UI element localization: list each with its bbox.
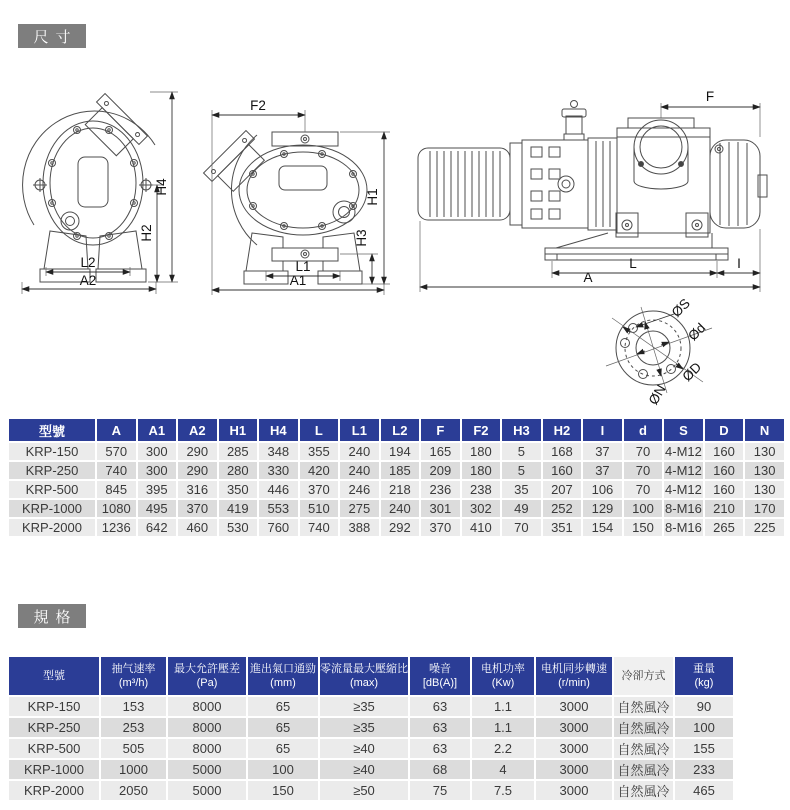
- value-cell: 410: [462, 519, 501, 536]
- value-cell: 290: [178, 443, 217, 460]
- drawings-area: [0, 85, 790, 418]
- value-cell: 370: [178, 500, 217, 517]
- section-header-dimensions: 尺寸: [18, 24, 86, 48]
- column-header: 最大允許壓差 (Pa): [168, 657, 246, 695]
- dimension-table-body: [9, 443, 784, 536]
- dim-label-l1: L1: [295, 259, 311, 274]
- dim-label-h2: H2: [139, 224, 154, 242]
- value-cell: 3000: [536, 697, 612, 716]
- value-cell: 370: [300, 481, 339, 498]
- column-header: d: [624, 419, 663, 441]
- column-header: A: [97, 419, 136, 441]
- column-header: F: [421, 419, 460, 441]
- value-cell: 3000: [536, 718, 612, 737]
- column-header: 冷卻方式: [614, 657, 673, 695]
- value-cell: 100: [624, 500, 663, 517]
- column-header: L1: [340, 419, 379, 441]
- pump-front-view-drawing: [23, 94, 155, 282]
- value-cell: 845: [97, 481, 136, 498]
- value-cell: 285: [219, 443, 258, 460]
- value-cell: 302: [462, 500, 501, 517]
- value-cell: 49: [502, 500, 541, 517]
- value-cell: 209: [421, 462, 460, 479]
- value-cell: 8-M16: [665, 520, 702, 535]
- value-cell: 154: [583, 519, 622, 536]
- value-cell: 3000: [536, 781, 612, 800]
- table-row: [9, 781, 733, 800]
- value-cell: 37: [583, 462, 622, 479]
- value-cell: 37: [583, 443, 622, 460]
- dim-label-f2: F2: [250, 98, 266, 113]
- value-cell: 348: [259, 443, 298, 460]
- value-cell: 4: [472, 760, 534, 779]
- value-cell: 420: [300, 462, 339, 479]
- value-cell: 63: [410, 718, 470, 737]
- value-cell: 130: [745, 462, 784, 479]
- value-cell: 2050: [101, 781, 166, 800]
- value-cell: 70: [502, 519, 541, 536]
- column-header: 型號: [9, 419, 95, 441]
- value-cell: 240: [340, 462, 379, 479]
- value-cell: 530: [219, 519, 258, 536]
- column-header: 电机同步轉速 (r/min): [536, 657, 612, 695]
- technical-drawings: [0, 85, 790, 418]
- table-row: [9, 760, 733, 779]
- value-cell: ≥35: [320, 718, 408, 737]
- value-cell: 63: [410, 739, 470, 758]
- column-header: 型號: [9, 657, 99, 695]
- pump-inlet-view-drawing: [204, 131, 367, 284]
- value-cell: 7.5: [472, 781, 534, 800]
- value-cell: 1.1: [472, 718, 534, 737]
- value-cell: 65: [248, 739, 318, 758]
- dimension-table: [7, 417, 786, 538]
- value-cell: 168: [543, 443, 582, 460]
- column-header: 电机功率 (Kw): [472, 657, 534, 695]
- value-cell: 3000: [536, 739, 612, 758]
- dim-label-i: I: [737, 256, 741, 271]
- value-cell: 740: [300, 519, 339, 536]
- column-header: I: [583, 419, 622, 441]
- value-cell: 65: [248, 697, 318, 716]
- column-header: A2: [178, 419, 217, 441]
- value-cell: 210: [705, 500, 744, 517]
- value-cell: 355: [300, 443, 339, 460]
- value-cell: 185: [381, 462, 420, 479]
- model-cell: KRP-2000: [9, 781, 99, 800]
- value-cell: 68: [410, 760, 470, 779]
- dim-label-dia-d-inner: Ød: [685, 320, 709, 344]
- value-cell: 5: [502, 462, 541, 479]
- dim-label-h1: H1: [365, 188, 380, 206]
- model-cell: KRP-500: [9, 739, 99, 758]
- value-cell: 236: [421, 481, 460, 498]
- model-cell: KRP-250: [9, 718, 99, 737]
- value-cell: 75: [410, 781, 470, 800]
- value-cell: 395: [138, 481, 177, 498]
- value-cell: 553: [259, 500, 298, 517]
- value-cell: 160: [705, 443, 744, 460]
- value-cell: 252: [543, 500, 582, 517]
- dim-label-a: A: [583, 270, 593, 285]
- value-cell: 419: [219, 500, 258, 517]
- table-row: [9, 718, 733, 737]
- table-row: [9, 500, 784, 517]
- value-cell: 465: [675, 781, 733, 800]
- value-cell: 100: [248, 760, 318, 779]
- value-cell: 446: [259, 481, 298, 498]
- value-cell: 自然風冷: [614, 760, 673, 779]
- model-cell: KRP-1000: [9, 760, 99, 779]
- value-cell: 240: [340, 443, 379, 460]
- value-cell: 5000: [168, 781, 246, 800]
- value-cell: 155: [675, 739, 733, 758]
- value-cell: 292: [381, 519, 420, 536]
- value-cell: 180: [462, 462, 501, 479]
- table-row: [9, 443, 784, 460]
- value-cell: 510: [300, 500, 339, 517]
- column-header: D: [705, 419, 744, 441]
- column-header: 進出氣口通勁 (mm): [248, 657, 318, 695]
- value-cell: 740: [97, 462, 136, 479]
- column-header: L2: [381, 419, 420, 441]
- dim-label-a1: A1: [289, 273, 307, 288]
- value-cell: 90: [675, 697, 733, 716]
- dim-label-l2: L2: [80, 255, 96, 270]
- value-cell: 65: [248, 718, 318, 737]
- dim-label-l: L: [629, 256, 637, 271]
- model-cell: KRP-1000: [9, 500, 95, 517]
- value-cell: 1000: [101, 760, 166, 779]
- value-cell: 760: [259, 519, 298, 536]
- value-cell: 自然風冷: [614, 697, 673, 716]
- value-cell: ≥40: [320, 760, 408, 779]
- dim-label-f: F: [705, 89, 715, 104]
- column-header: S: [664, 419, 703, 441]
- value-cell: ≥35: [320, 697, 408, 716]
- value-cell: 301: [421, 500, 460, 517]
- side-view-dimension-lines: [420, 103, 760, 292]
- value-cell: 100: [675, 718, 733, 737]
- value-cell: 35: [502, 481, 541, 498]
- value-cell: ≥40: [320, 739, 408, 758]
- value-cell: 265: [705, 519, 744, 536]
- value-cell: 4-M12: [665, 444, 702, 459]
- value-cell: 300: [138, 443, 177, 460]
- model-cell: KRP-150: [9, 443, 95, 460]
- value-cell: 370: [421, 519, 460, 536]
- section-header-specifications: 規格: [18, 604, 86, 628]
- value-cell: 160: [543, 462, 582, 479]
- column-header: L: [300, 419, 339, 441]
- value-cell: 300: [138, 462, 177, 479]
- value-cell: 280: [219, 462, 258, 479]
- dim-label-dia-d-outer: ØD: [679, 359, 705, 385]
- value-cell: 1.1: [472, 697, 534, 716]
- value-cell: 63: [410, 697, 470, 716]
- value-cell: 4-M12: [665, 482, 702, 497]
- value-cell: 70: [624, 443, 663, 460]
- dim-label-h4: H4: [154, 178, 169, 196]
- value-cell: 218: [381, 481, 420, 498]
- value-cell: 2.2: [472, 739, 534, 758]
- value-cell: 253: [101, 718, 166, 737]
- value-cell: 275: [340, 500, 379, 517]
- value-cell: 1080: [97, 500, 136, 517]
- column-header: A1: [138, 419, 177, 441]
- dim-label-a2: A2: [79, 273, 97, 288]
- value-cell: 160: [705, 462, 744, 479]
- value-cell: 240: [381, 500, 420, 517]
- column-header: H2: [543, 419, 582, 441]
- value-cell: 130: [745, 443, 784, 460]
- value-cell: 70: [624, 481, 663, 498]
- value-cell: 165: [421, 443, 460, 460]
- model-cell: KRP-150: [9, 697, 99, 716]
- value-cell: 180: [462, 443, 501, 460]
- model-cell: KRP-250: [9, 462, 95, 479]
- value-cell: 570: [97, 443, 136, 460]
- value-cell: 238: [462, 481, 501, 498]
- table-row: [9, 481, 784, 498]
- table-row: [9, 697, 733, 716]
- table-row: [9, 519, 784, 536]
- value-cell: 160: [705, 481, 744, 498]
- dim-label-dia-s: ØS: [668, 295, 694, 321]
- value-cell: 8000: [168, 718, 246, 737]
- column-header: 重量 (kg): [675, 657, 733, 695]
- dimension-table-header-row: [9, 419, 784, 441]
- value-cell: 460: [178, 519, 217, 536]
- column-header: H4: [259, 419, 298, 441]
- value-cell: 自然風冷: [614, 718, 673, 737]
- value-cell: 106: [583, 481, 622, 498]
- value-cell: 4-M12: [665, 463, 702, 478]
- value-cell: 5000: [168, 760, 246, 779]
- value-cell: 129: [583, 500, 622, 517]
- value-cell: 150: [248, 781, 318, 800]
- value-cell: 351: [543, 519, 582, 536]
- specification-table-header-row: [9, 657, 733, 695]
- value-cell: 388: [340, 519, 379, 536]
- value-cell: 316: [178, 481, 217, 498]
- value-cell: 70: [624, 462, 663, 479]
- value-cell: 350: [219, 481, 258, 498]
- value-cell: 642: [138, 519, 177, 536]
- value-cell: 290: [178, 462, 217, 479]
- value-cell: 8-M16: [665, 501, 702, 516]
- value-cell: 130: [745, 481, 784, 498]
- value-cell: 1236: [97, 519, 136, 536]
- pump-side-view-drawing: [418, 101, 767, 261]
- column-header: F2: [462, 419, 501, 441]
- table-row: [9, 462, 784, 479]
- value-cell: 233: [675, 760, 733, 779]
- value-cell: 153: [101, 697, 166, 716]
- value-cell: 3000: [536, 760, 612, 779]
- value-cell: 自然風冷: [614, 781, 673, 800]
- value-cell: 225: [745, 519, 784, 536]
- value-cell: 8000: [168, 697, 246, 716]
- value-cell: 207: [543, 481, 582, 498]
- value-cell: 8000: [168, 739, 246, 758]
- table-row: [9, 739, 733, 758]
- value-cell: 246: [340, 481, 379, 498]
- value-cell: 330: [259, 462, 298, 479]
- dim-label-dia-n: ØN: [645, 382, 669, 408]
- value-cell: 150: [624, 519, 663, 536]
- column-header: H3: [502, 419, 541, 441]
- specification-table-body: [9, 697, 733, 800]
- value-cell: 170: [745, 500, 784, 517]
- value-cell: 5: [502, 443, 541, 460]
- column-header: H1: [219, 419, 258, 441]
- column-header: N: [745, 419, 784, 441]
- value-cell: 505: [101, 739, 166, 758]
- column-header: 抽气速率 (m³/h): [101, 657, 166, 695]
- value-cell: ≥50: [320, 781, 408, 800]
- value-cell: 自然風冷: [614, 739, 673, 758]
- value-cell: 495: [138, 500, 177, 517]
- column-header: 噪音 [dB(A)]: [410, 657, 470, 695]
- value-cell: 194: [381, 443, 420, 460]
- model-cell: KRP-500: [9, 481, 95, 498]
- dim-label-h3: H3: [354, 229, 369, 247]
- specification-table: [7, 655, 735, 802]
- flange-dimension-lines: [606, 307, 712, 393]
- model-cell: KRP-2000: [9, 519, 95, 536]
- column-header: 零流量最大壓縮比 (max): [320, 657, 408, 695]
